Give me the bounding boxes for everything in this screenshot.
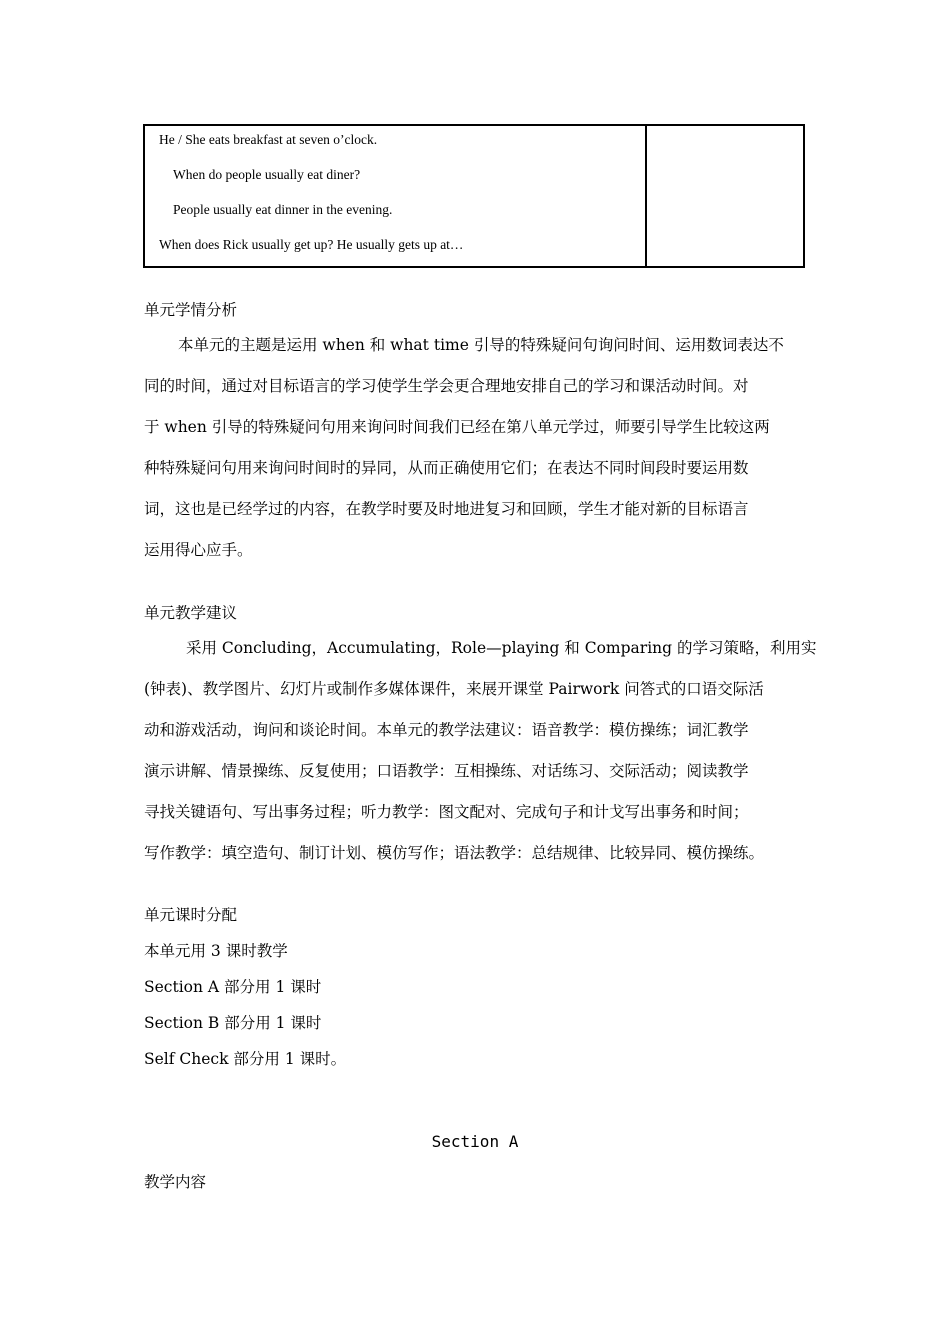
table-line: People usually eat dinner in the evening. [173,202,393,217]
table-line: When does Rick usually get up? He usually gets up at… [159,237,464,252]
suggestion-line: 寻找关键语句、写出事务过程；听力教学：图文配对、完成句子和计戈写出事务和时间； [144,803,749,821]
allocation-line: Section A 部分用 1 课时 [144,978,322,996]
allocation-heading: 单元课时分配 [144,906,238,924]
suggestion-line: 演示讲解、情景操练、反复使用；口语教学：互相操练、对话练习、交际活动；阅读教学 [144,762,749,780]
analysis-line: 本单元的主题是运用 when 和 what time 引导的特殊疑问句询问时间、运用数词表达不 [178,336,784,354]
table-line: When do people usually eat diner? [173,167,361,182]
allocation-line: Section B 部分用 1 课时 [144,1014,322,1032]
analysis-line: 同的时间，通过对目标语言的学习使学生学会更合理地安排自己的学习和课活动时间。对 [144,377,749,395]
table-cell-sentences [145,126,647,266]
table-line: He / She eats breakfast at seven o’clock. [159,132,378,147]
allocation-line: Self Check 部分用 1 课时。 [144,1050,347,1068]
table-cell-empty [647,126,803,266]
suggestion-line: 采用 Concluding，Accumulating，Role—playing 和 Comparing 的学习策略，利用实 [186,639,817,657]
section-title: Section A [431,1132,519,1151]
content-heading: 教学内容 [144,1173,207,1191]
analysis-line: 于 when 引导的特殊疑问句用来询问时间我们已经在第八单元学过，师要引导学生比较这两 [144,418,770,436]
suggestion-heading: 单元教学建议 [144,604,238,622]
allocation-line: 本单元用 3 课时教学 [144,942,288,960]
analysis-heading: 单元学情分析 [144,301,238,319]
suggestion-line: 动和游戏活动，询问和谈论时间。本单元的教学法建议：语音教学：模仿操练；词汇教学 [144,721,749,739]
content-table [143,124,805,268]
suggestion-line: (钟表)、教学图片、幻灯片或制作多媒体课件，来展开课堂 Pairwork 问答式的口语交际活 [144,680,764,698]
analysis-line: 运用得心应手。 [144,541,253,559]
suggestion-line: 写作教学：填空造句、制订计划、模仿写作；语法教学：总结规律、比较异同、模仿操练。 [144,844,765,862]
analysis-line: 词，这也是已经学过的内容，在教学时要及时地进复习和回顾，学生才能对新的目标语言 [144,500,749,518]
analysis-line: 种特殊疑问句用来询问时间时的异同，从而正确使用它们；在表达不同时间段时要运用数 [144,459,749,477]
